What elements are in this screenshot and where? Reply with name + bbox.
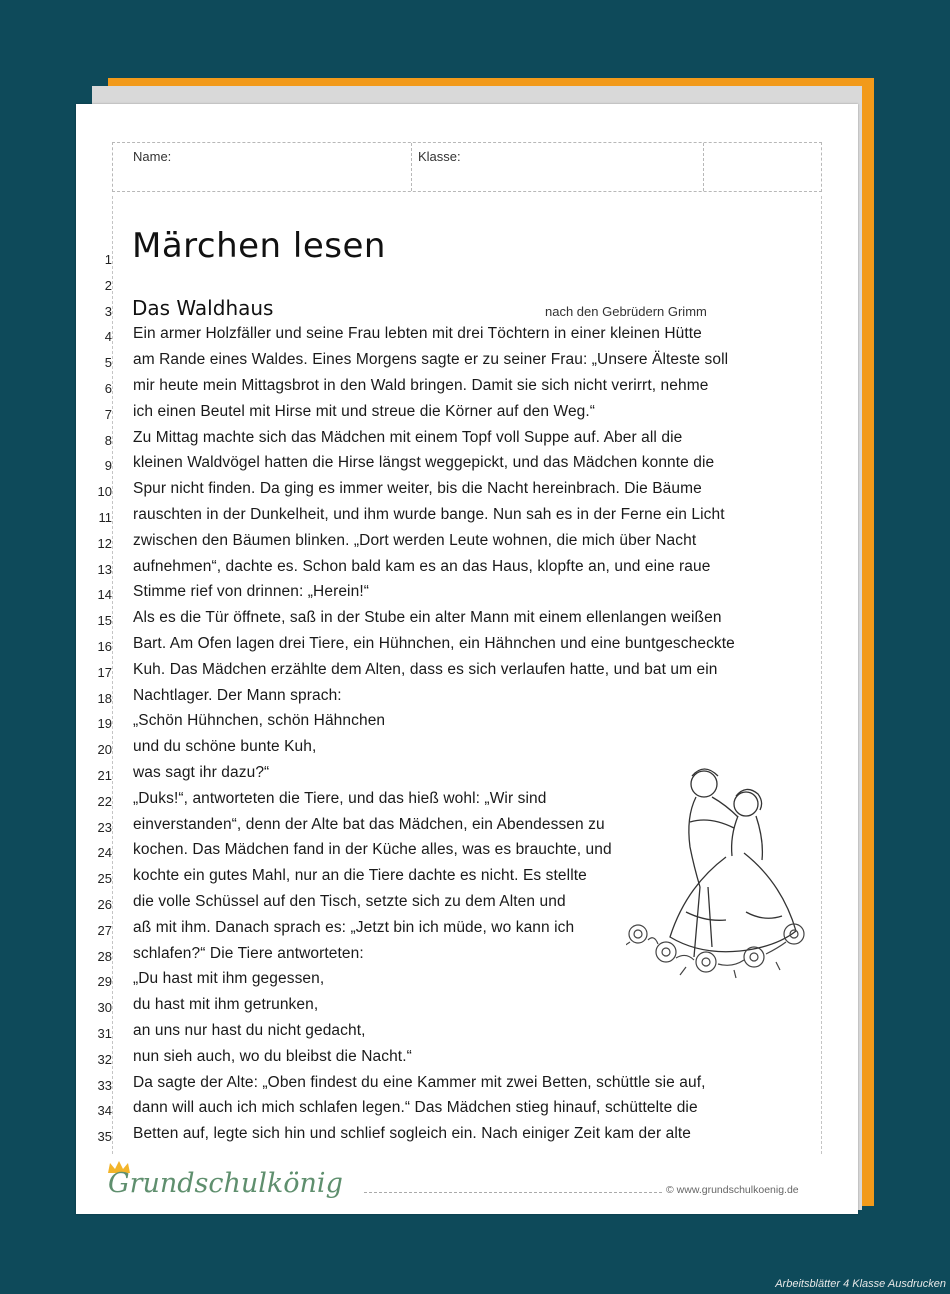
line-number: 23 [97, 819, 112, 835]
name-class-box [112, 142, 822, 192]
line-number: 34 [97, 1103, 112, 1119]
line-number: 12 [97, 535, 112, 551]
story-line: kleinen Waldvögel hatten die Hirse längst weggepickt, und das Mädchen konnte die [133, 454, 715, 472]
attribution: nach den Gebrüdern Grimm [545, 304, 707, 319]
story-line: „Du hast mit ihm gegessen, [133, 970, 325, 988]
line-number: 32 [97, 1051, 112, 1067]
story-line: ich einen Beutel mit Hirse mit und streue die Körner auf den Weg.“ [133, 402, 596, 420]
line-number: 25 [97, 871, 112, 887]
line-number: 6 [104, 381, 112, 396]
story-line: rauschten in der Dunkelheit, und ihm wurde bange. Nun sah es in der Ferne ein Licht [133, 506, 725, 523]
story-line: „Schön Hühnchen, schön Hähnchen [133, 712, 386, 730]
line-number: 33 [97, 1077, 112, 1093]
story-line: kochen. Das Mädchen fand in der Küche alles, was es brauchte, und [133, 841, 612, 859]
footer-divider [364, 1192, 662, 1193]
line-number: 8 [104, 432, 112, 448]
story-line: nun sieh auch, wo du bleibst die Nacht.“ [133, 1047, 412, 1065]
story-line: du hast mit ihm getrunken, [133, 996, 319, 1014]
story-line: Betten auf, legte sich hin und schlief sogleich ein. Nach einiger Zeit kam der alte [133, 1125, 691, 1143]
story-line: Bart. Am Ofen lagen drei Tiere, ein Hühnchen, ein Hähnchen und eine buntgescheckte [133, 635, 735, 652]
story-line: Stimme rief von drinnen: „Herein!“ [133, 583, 369, 601]
story-title: Das Waldhaus [132, 296, 274, 320]
line-number: 24 [97, 845, 112, 861]
line-number: 31 [97, 1026, 112, 1041]
line-number: 35 [97, 1129, 112, 1145]
image-caption: Arbeitsblätter 4 Klasse Ausdrucken [775, 1278, 946, 1290]
class-label: Klasse: [418, 149, 461, 164]
story-line: „Duks!“, antworteten die Tiere, und das hieß wohl: „Wir sind [133, 789, 547, 807]
line-number: 22 [97, 793, 112, 809]
line-number: 13 [97, 561, 112, 577]
line-number: 29 [97, 974, 112, 990]
story-line: mir heute mein Mittagsbrot in den Wald bringen. Damit sie sich nicht verirrt, nehme [133, 377, 709, 394]
line-number: 10 [97, 484, 112, 500]
page-title: Märchen lesen [132, 226, 386, 266]
story-line: einverstanden“, denn der Alte bat das Mädchen, ein Abendessen zu [133, 815, 605, 833]
story-line: kochte ein gutes Mahl, nur an die Tiere dachte es nicht. Es stellte [133, 867, 587, 885]
story-line: Kuh. Das Mädchen erzählte dem Alten, dass es sich verlaufen hatte, und bat um ein [133, 660, 718, 678]
line-number: 4 [104, 329, 112, 345]
story-line: aß mit ihm. Danach sprach es: „Jetzt bin ich müde, wo kann ich [133, 918, 575, 936]
line-number: 18 [97, 690, 112, 706]
line-number: 7 [104, 406, 112, 422]
brand-logo: Grundschulkönig [108, 1168, 343, 1199]
dancing-couple-illustration [626, 762, 811, 990]
story-line: Als es die Tür öffnete, saß in der Stube ein alter Mann mit einem ellenlangen weißen [133, 609, 722, 627]
story-line: Da sagte der Alte: „Oben findest du eine Kammer mit zwei Betten, schüttle sie auf, [133, 1073, 706, 1091]
story-line: die volle Schüssel auf den Tisch, setzte sich zu dem Alten und [133, 893, 566, 910]
line-number: 21 [97, 768, 112, 783]
line-number: 28 [97, 948, 112, 964]
copyright-text: © www.grundschulkoenig.de [666, 1184, 799, 1196]
story-line: aufnehmen“, dachte es. Schon bald kam es an das Haus, klopfte an, und eine raue [133, 557, 711, 575]
line-number: 9 [104, 458, 112, 474]
line-number: 17 [97, 664, 112, 680]
line-number: 3 [104, 303, 112, 319]
story-line: Zu Mittag machte sich das Mädchen mit einem Topf voll Suppe auf. Aber all die [133, 428, 683, 446]
story-line: Nachtlager. Der Mann sprach: [133, 686, 342, 704]
line-number: 14 [97, 587, 112, 603]
line-number: 19 [97, 716, 112, 732]
line-number: 11 [98, 510, 112, 525]
line-number: 2 [104, 277, 112, 293]
line-number: 20 [97, 742, 112, 758]
line-number: 16 [97, 639, 112, 654]
story-line: Ein armer Holzfäller und seine Frau lebten mit drei Töchtern in einer kleinen Hütte [133, 325, 702, 343]
story-line: und du schöne bunte Kuh, [133, 738, 317, 756]
line-number: 30 [97, 1000, 112, 1016]
line-number: 15 [97, 613, 112, 629]
line-number: 27 [97, 922, 112, 938]
story-line: schlafen?“ Die Tiere antworteten: [133, 944, 364, 962]
line-number: 1 [104, 252, 112, 267]
story-line: an uns nur hast du nicht gedacht, [133, 1022, 366, 1039]
story-line: was sagt ihr dazu?“ [133, 764, 270, 781]
story-line: Spur nicht finden. Da ging es immer weiter, bis die Nacht hereinbrach. Die Bäume [133, 480, 702, 498]
story-line: dann will auch ich mich schlafen legen.“ Das Mädchen stieg hinauf, schüttelte die [133, 1099, 698, 1117]
line-number: 5 [104, 355, 112, 371]
line-number: 26 [97, 897, 112, 912]
name-label: Name: [133, 149, 172, 164]
worksheet-page [76, 104, 858, 1214]
story-line: zwischen den Bäumen blinken. „Dort werden Leute wohnen, die mich über Nacht [133, 531, 697, 549]
story-line: am Rande eines Waldes. Eines Morgens sagte er zu seiner Frau: „Unsere Älteste soll [133, 351, 729, 369]
